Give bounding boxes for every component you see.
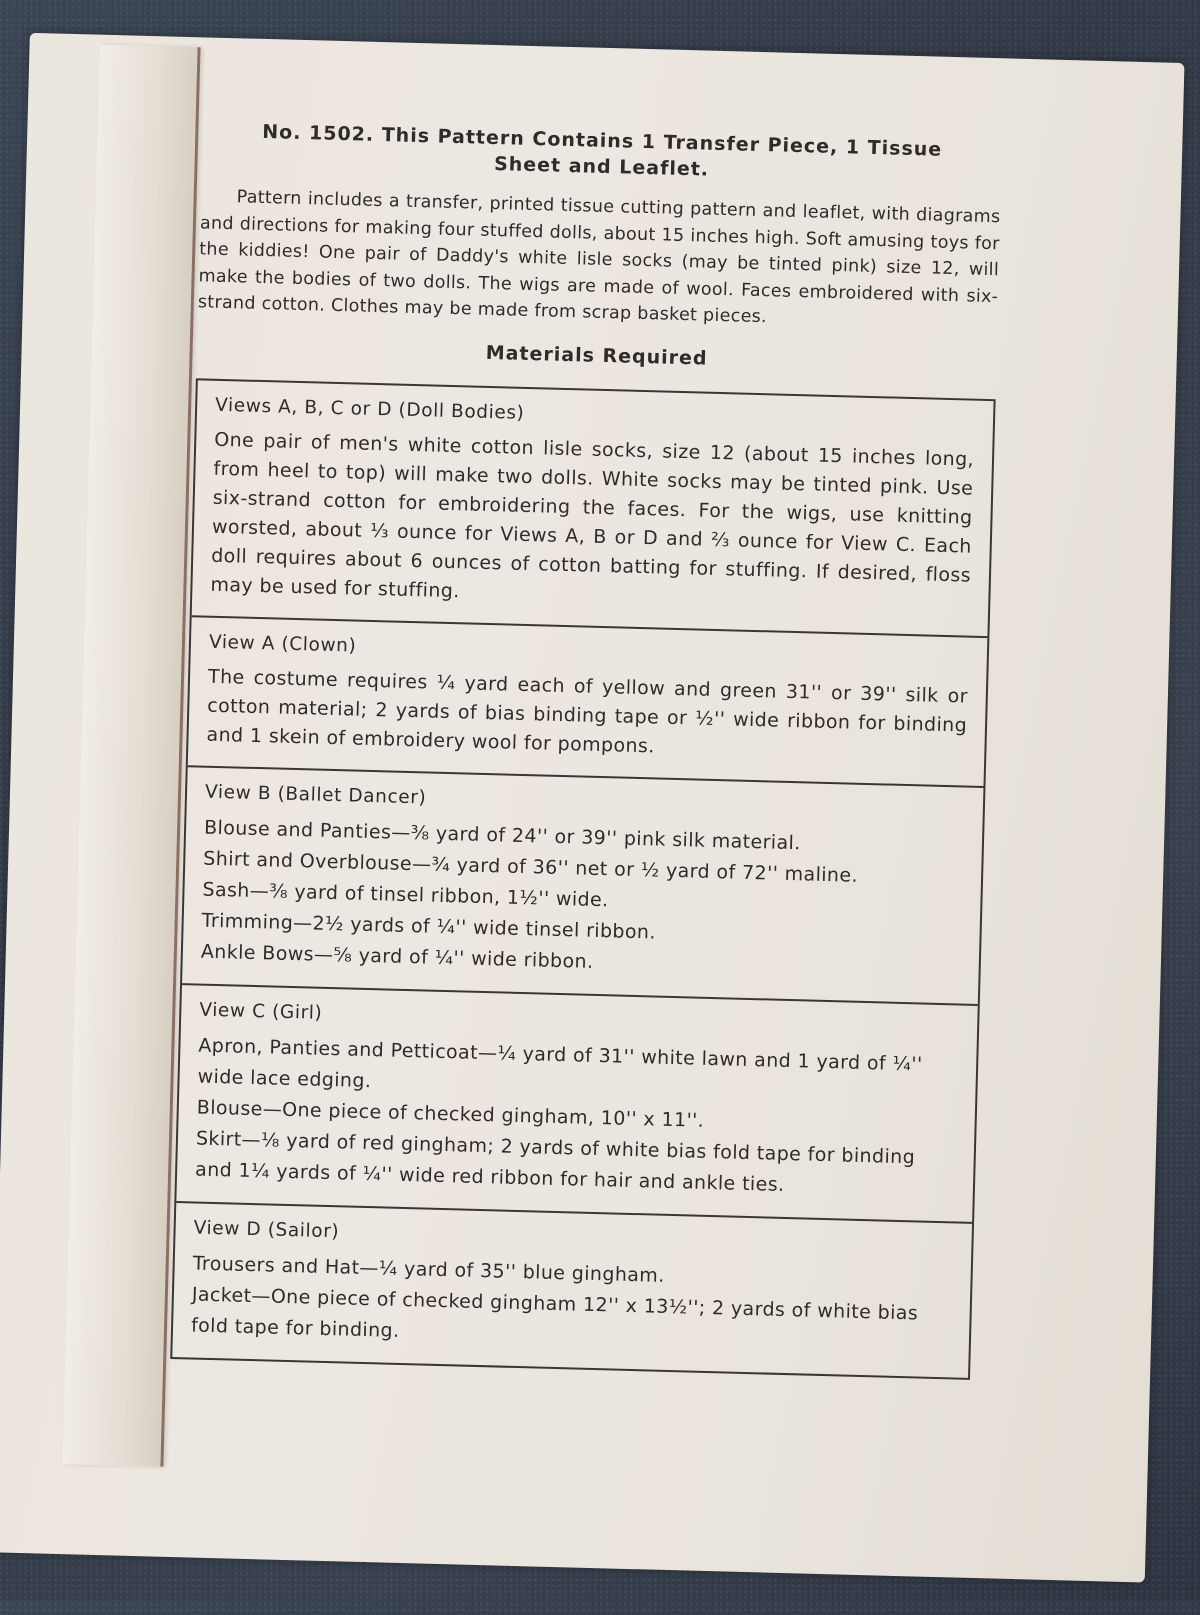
section-view-c xyxy=(176,983,977,1222)
materials-heading: Materials Required xyxy=(485,341,708,370)
material-line: Trimming—2½ yards of ¼'' wide tinsel ribbon. xyxy=(201,909,657,944)
section-body: One pair of men's white cotton lisle socks, size 12 (about 15 inches long, from heel to top) will make two dolls. White socks may be tinted pink. Use six-strand cotton for embroidering the faces. For the wigs, use knitting worsted, about ⅓ ounce for Views A, B or D and ⅔ ounce for View C. Each doll requires about 6 ounces of cotton batting for stuffing. If desired, floss may be used for stuffing. xyxy=(210,428,975,602)
section-title: Views A, B, C or D (Doll Bodies) xyxy=(214,394,525,424)
material-line: Jacket—One piece of checked gingham 12'' x 13½''; 2 yards of white bias fold tape for binding. xyxy=(190,1282,919,1342)
section-title: View B (Ballet Dancer) xyxy=(204,781,427,808)
material-line: Blouse and Panties—⅜ yard of 24'' or 39'' pink silk material. xyxy=(203,816,801,854)
material-line: Ankle Bows—⅝ yard of ¼'' wide ribbon. xyxy=(200,940,594,973)
material-line: Skirt—⅛ yard of red gingham; 2 yards of white bias fold tape for binding and 1¼ yards of ¼'' wide red ribbon for hair and ankle ties. xyxy=(194,1127,916,1196)
materials-table xyxy=(170,378,995,1380)
pattern-text xyxy=(170,117,1002,1379)
section-title: View D (Sailor) xyxy=(193,1217,340,1242)
intro-paragraph: Pattern includes a transfer, printed tissue cutting pattern and leaflet, with diagrams and directions for making four stuffed dolls, about 15 inches high. Soft amusing toys for the kiddies! One pair of Daddy's white lisle socks (may be tinted pink) size 12, will make the bodies of two dolls. The wigs are made of wool. Faces embroidered with six-strand cotton. Clothes may be made from scrap basket pieces. xyxy=(197,187,1001,328)
section-view-a xyxy=(188,615,988,786)
section-view-b xyxy=(182,765,983,1004)
material-line: Apron, Panties and Petticoat—¼ yard of 31'' white lawn and 1 yard of ¼'' wide lace edging. xyxy=(197,1034,923,1092)
material-line: Sash—⅜ yard of tinsel ribbon, 1½'' wide. xyxy=(202,878,609,911)
title-line-1: No. 1502. This Pattern Contains 1 Transfer Piece, 1 Tissue xyxy=(262,120,943,161)
section-body: The costume requires ¼ yard each of yellow and green 31'' or 39'' silk or cotton material; 2 yards of bias binding tape or ½'' wide ribbon for binding and 1 skein of embroidery wool for pompons. xyxy=(206,665,969,757)
section-view-d xyxy=(172,1201,972,1378)
section-doll-bodies xyxy=(192,380,994,636)
section-title: View A (Clown) xyxy=(208,631,357,657)
title-line-2: Sheet and Leaflet. xyxy=(493,153,710,181)
material-line: Blouse—One piece of checked gingham, 10'' x 11''. xyxy=(196,1096,705,1132)
material-line: Shirt and Overblouse—¾ yard of 36'' net or ½ yard of 72'' maline. xyxy=(203,847,859,887)
material-line: Trousers and Hat—¼ yard of 35'' blue gingham. xyxy=(192,1252,665,1287)
section-title: View C (Girl) xyxy=(199,999,323,1024)
